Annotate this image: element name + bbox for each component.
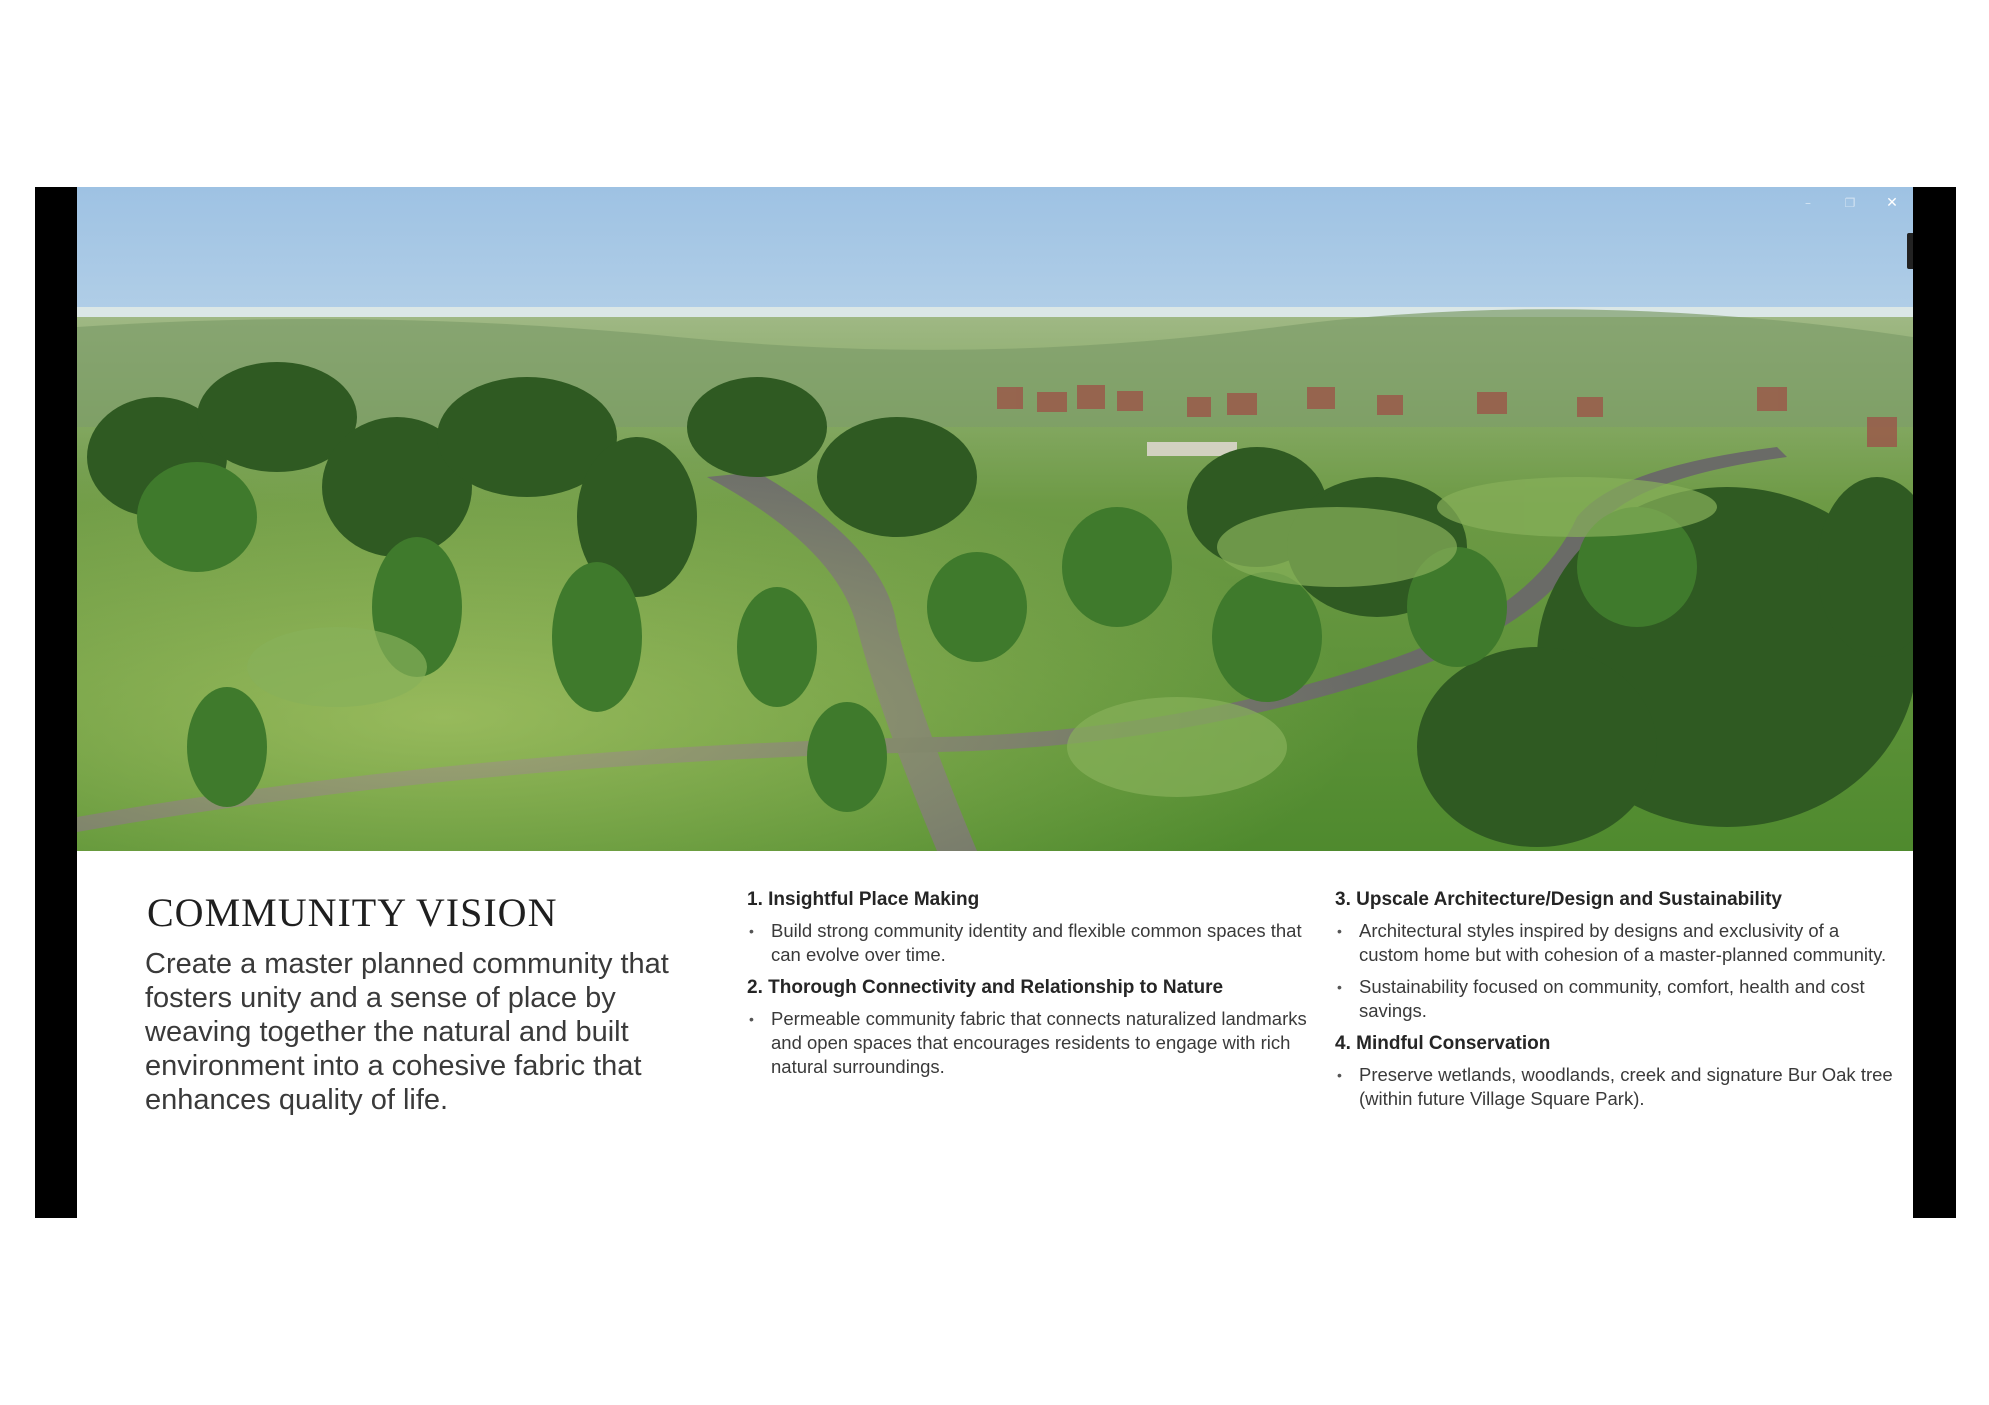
pillar-bullet: [1335, 1063, 1895, 1111]
pillar-bullet: [1335, 975, 1895, 1023]
pillar-heading: 1. Insightful Place Making: [747, 889, 980, 910]
pillar-heading: 3. Upscale Architecture/Design and Sustainability: [1335, 889, 1782, 910]
pillar-heading: 2. Thorough Connectivity and Relationship to Nature: [747, 977, 1224, 998]
content-area: [77, 851, 1913, 1218]
bullet-text: Build strong community identity and flexible common spaces that can evolve over time.: [771, 920, 1302, 965]
bullet-icon: •: [1337, 1067, 1342, 1083]
pillar-bullet: [1335, 919, 1895, 967]
pillar-bullet: [747, 919, 1307, 967]
minimize-icon[interactable]: –: [1805, 196, 1811, 210]
bullet-icon: •: [1337, 979, 1342, 995]
bullet-text: Permeable community fabric that connects naturalized landmarks and open spaces that encourages residents to engage with rich natural surroundings.: [771, 1008, 1307, 1077]
section-title: COMMUNITY VISION: [147, 890, 558, 935]
document-viewer: [35, 187, 1956, 1218]
bullet-icon: •: [1337, 923, 1342, 939]
pillar-heading: 4. Mindful Conservation: [1335, 1033, 1551, 1054]
bullet-icon: •: [749, 1011, 754, 1027]
bullet-icon: •: [749, 923, 754, 939]
slide-page: [77, 187, 1913, 1218]
bullet-text: Preserve wetlands, woodlands, creek and signature Bur Oak tree (within future Village Square Park).: [1359, 1064, 1893, 1109]
close-icon[interactable]: ✕: [1886, 195, 1898, 211]
bullet-text: Sustainability focused on community, comfort, health and cost savings.: [1359, 976, 1865, 1021]
pillar-bullet: [747, 1007, 1307, 1079]
pillars-column-1: [747, 889, 1307, 1087]
bullet-text: Architectural styles inspired by designs and exclusivity of a custom home but with cohesion of a master-planned community.: [1359, 920, 1887, 965]
restore-icon[interactable]: ❐: [1844, 196, 1856, 210]
window-controls: [1787, 187, 1913, 219]
hero-image: [77, 187, 1913, 851]
side-panel-handle[interactable]: [1907, 233, 1913, 269]
pillars-column-2: [1335, 889, 1895, 1119]
lead-paragraph: Create a master planned community that fosters unity and a sense of place by weaving together the natural and built environment into a cohesive fabric that enhances quality of life.: [145, 948, 669, 1116]
